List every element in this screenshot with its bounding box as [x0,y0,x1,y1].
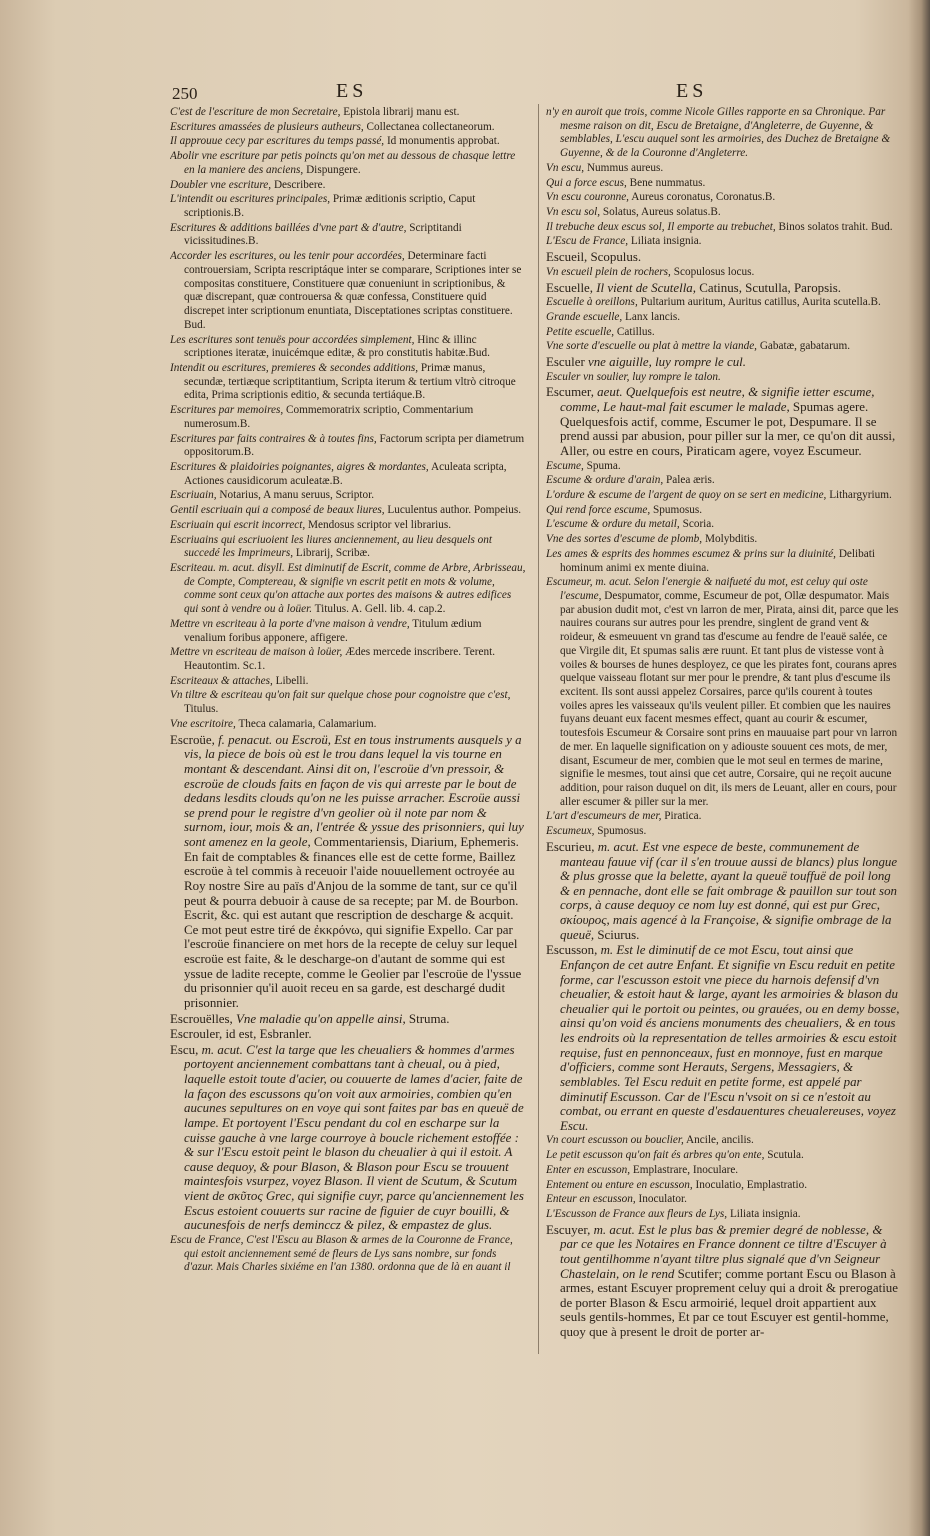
dictionary-entry [546,548,902,575]
entry-latin-text: Struma. [408,1010,450,1026]
entry-latin-text: Determinare facti controuersiam, Scripta rescriptáque inter se comparare, Scriptiones inter se compositas constituere, Constituere quæ conueniunt in scriptionibus, & quæ discrepant, quæ controuersa & quæ confessa, Constituere quid discrepet inter scriptionum enuntiata, Disceptationes scriptas constituere. Bud. [184,250,522,331]
dictionary-entry [546,281,902,296]
entry-latin-text: Bene nummatus. [629,176,706,189]
entry-french-text: L'art d'escumeurs de mer, [546,810,662,823]
entry-headword: Escrouler, [170,1026,223,1042]
dictionary-entry [170,489,526,503]
dictionary-entry [170,461,526,488]
entry-latin-text: Scutifer; comme portant Escu ou Blason à armes, estant Escuyer proprement celuy qui a droit & prerogatiue de porter Blason & Escu armoirié, lequel droit appartient aux seuls gentils-hommes, Et par ce tout Escuyer est gentil-homme, quoy que à present le droit de porter ar- [560,1265,899,1340]
entry-french-text: Vn escu, [546,161,585,174]
entry-headword: Escusson, [546,942,598,958]
entry-latin-text: Pultarium auritum, Auritus catillus, Aurita scutella.B. [640,296,881,309]
dictionary-entry [170,106,526,120]
entry-french-text: L'intendit ou escritures principales, [170,193,331,206]
entry-french-text: Il approuue cecy par escritures du temps passé, [170,135,385,148]
dictionary-entry [546,1134,902,1148]
dictionary-entry [170,504,526,518]
dictionary-entry [170,1043,526,1233]
entry-latin-text: Scutula. [767,1149,804,1162]
entry-latin-text: Luculentus author. Pompeius. [387,504,522,517]
entry-french-text: f. penacut. ou Escroü, Est en tous instruments ausquels y a vis, la piece de bois où est le trou dans lequel la vis tourne en montant & descendant. Ainsi dit on, l'escroüe d'vn pressoir, & escroüe de clouds faits en façon de vis qui arreste par le bout de dedans lesdits clouds qu'on ne les puisse arracher. Escroüe aussi se prend pour le registre d'vn geolier où il note par nom & surnom, iour, mois & an, l'entrée & yssue des prisonniers, qui luy sont amenez en la geole, [184,731,524,849]
dictionary-entry [546,533,902,547]
page-edge-shadow [908,0,930,1536]
dictionary-entry [170,689,526,716]
entry-french-text: m. acut. Est vne espece de beste, communement de manteau fauue vif (car il s'en trouue aussi de blancs) plus longue & plus grosse que la belette, ayant la queuë touffuë de poil long & en pennache, dont elle se fait ombrage & pauillon sur tout son corps, à cause dequoy ce nom luy est donné, qui est pur Grec, σκίουρος, mais agencé à la Françoise, & signifie ombrage de la queuë, [560,838,898,942]
entry-french-text: m. acut. Est le plus bas & premier degré de noblesse, & par ce que les Notaires en France donnent ce tiltre d'Escuyer à tout gentilhomme n'ayant tiltre plus signalé que d'vn Seigneur Chastelain, on le rend [560,1221,887,1281]
dictionary-entry [546,489,902,503]
entry-french-text: Intendit ou escritures, premieres & secondes additions, [170,361,419,374]
entry-french-text: Escritures & plaidoiries poignantes, aigres & mordantes, [170,460,429,473]
entry-french-text: L'Escusson de France aux fleurs de Lys, [546,1208,728,1220]
entry-french-text: Vne maladie qu'on appelle ainsi, [236,1010,406,1026]
entry-latin-text: Scopulus. [590,249,642,265]
entry-latin-text: Inoculatio, Emplastratio. [695,1178,808,1191]
dictionary-entry [546,840,902,942]
entry-french-text: Vn tiltre & escriteau qu'on fait sur quelque chose pour cognoistre que c'est, [170,689,511,702]
entry-latin-text: Titulum ædium venalium foribus apponere, affigere. [184,617,482,644]
dictionary-entry [170,646,526,673]
entry-headword: Escrouëlles, [170,1010,233,1026]
page-number: 250 [172,84,198,103]
entry-latin-text: Epistola librarij manu est. [343,106,460,118]
entry-latin-text: Despumator, comme, Escumeur de pot, Ollæ despumator. Mais par abusion dudit mot, c'est vn larron de mer, Pirata, ainsi dit, parce que les nauires courans sur autres pour les prendre, singlent de grand vent & roideur, & esmeuuent vn grand tas d'escume au fendre de l'eauë salée, ce que Virgile dit, Et spumas salis ære ruunt. Et tant plus de vistesse vont à voiles & bourses de hunes desployez, ce que les pirates font, courans apres quelque vaisseau flotant sur mer pour le prendre, & tant plus d'escume ils excitent. Ils sont aussi appelez Corsaires, parce qu'ils courent à toutes voiles apres les vaisseaux qu'ils veulent piller. Et combien que les nauires fuyans deuant eux facent mesmes effect, quant au courir & escumer, toutesfois Escumeur & Corsaire sont prins en mauuaise part pour vn larron de mer. En laquelle signification on y adiouste souuent ces mots, de mer, disant, Escumeur de mer, combien que le mot seul en termes de marine, signifie le mesmes, tout ainsi que cet autre, Corsaire, qui ne reçoit aucune addition, pour raison duquel on dit, ils mers de Leuant, aller en cours, pour aller escumer & piller sur la mer. [560,589,899,808]
dictionary-entry [546,371,902,385]
entry-latin-text: Spumosus. [597,825,647,838]
entry-latin-text: Libelli. [275,674,309,687]
entry-french-text: Mettre vn escriteau de maison à loüer, [170,646,343,659]
entry-french-text: Escuelle à oreillons, [546,296,638,309]
dictionary-entry [170,121,526,135]
entry-french-text: L'Escu de France, [546,235,629,248]
dictionary-entry [546,106,902,161]
entry-latin-text: Titulus. A. Gell. lib. 4. cap.2. [314,603,446,616]
dictionary-entry [170,618,526,645]
entry-french-text: Vne sorte d'escuelle ou plat à mettre la viande, [546,340,757,353]
entry-french-text: Escritures par memoires, [170,404,284,417]
entry-french-text: Escriuains qui escriuoient les liures anciennement, au lieu desquels ont succedé les Imprimeurs, [170,533,493,560]
entry-latin-text: Notarius, A manu seruus, Scriptor. [219,489,375,502]
dictionary-entry [170,1234,526,1275]
entry-latin-text: Commentariensis, Diarium, Ephemeris. En fait de comptables & finances elle est de cette forme, Baillez escroüe à tel commis à receuoir l'aide nouuellement octroyée au Roy nostre Sire au païs d'Anjou de la somme de tant, sur ce qu'il peut & pourra debuoir à cause de sa recepte; par M. de Bourbon. Escrit, &c. qui est autant que rescription de descharge & acquit. Ce mot peut estre tiré de ἐκκρόνω, qui signifie Expello. Car par l'escroüe financiere on met hors de la recepte de celuy sur lequel escroüe est faite, & le descharge-on d'autant de somme qui est yssue de ladite recepte, comme le Geolier par l'escroüe de l'yssue du prisonnier qu'il auoit receu en sa garde, est deschargé dudit prisonnier. [184,834,522,1010]
entry-latin-text: Dispungere. [306,163,361,176]
entry-latin-text: Catillus. [616,325,655,338]
entry-latin-text: Liliata insignia. [630,235,702,248]
right-column [546,106,902,1376]
entry-latin-text: Sciurus. [597,926,640,942]
dictionary-entry [546,250,902,265]
dictionary-entry [170,362,526,403]
entry-french-text: Entement ou enture en escusson, [546,1178,693,1191]
entry-french-text: Escriuain qui escrit incorrect, [170,518,306,531]
entry-french-text: L'ordure & escume de l'argent de quoy on se sert en medicine, [546,488,827,501]
dictionary-entry [546,810,902,824]
entry-latin-text: Titulus. [184,703,219,716]
entry-headword: Escuyer, [546,1221,591,1237]
entry-latin-text: Id monumentis approbat. [386,135,500,148]
entry-latin-text: Aculeata scripta, Actiones causidicorum aculeatæ.B. [184,460,507,487]
dictionary-entry [546,355,902,370]
entry-latin-text: Ancile, ancilis. [686,1134,754,1147]
entry-french-text: Escriteaux & attaches, [170,674,273,687]
dictionary-entry [546,235,902,249]
dictionary-entry [170,675,526,689]
entry-french-text: Escritures amassées de plusieurs autheurs, [170,120,364,133]
dictionary-entry [546,340,902,354]
entry-french-text: Esculer vn soulier, luy rompre le talon. [546,370,721,383]
entry-latin-text: Lanx lancis. [625,310,681,323]
dictionary-entry [546,162,902,176]
entry-french-text: Enteur en escusson, [546,1193,636,1206]
entry-latin-text: Scopulosus locus. [673,265,755,278]
entry-latin-text: Scoria. [682,518,715,531]
entry-latin-text: Nummus aureus. [586,161,664,174]
entry-latin-text: Liliata insignia. [729,1208,801,1220]
entry-latin-text: Librarij, Scribæ. [295,547,370,560]
entry-latin-text: Palea æris. [666,474,715,487]
entry-latin-text: Solatus, Aureus solatus.B. [602,206,721,219]
entry-latin-text: Emplastrare, Inoculare. [632,1163,739,1176]
entry-french-text: aeut. Quelquefois est neutre, & signifie ietter escume, comme, Le haut-mal fait escumer le malade, [560,384,875,414]
entry-french-text: n'y en auroit que trois, comme Nicole Gilles rapporte en sa Chronique. Par mesme raison on dit, Escu de Bretaigne, d'Angleterre, de Guyenne, & semblables, L'escu auquel sont les armoiries, des Duchez de Bretaigne & Guyenne, & de la Couronne d'Angleterre. [546,106,891,160]
entry-french-text: Abolir vne escriture par petis poincts qu'on met au dessous de chasque lettre en la maniere des anciens, [170,150,516,176]
dictionary-entry [170,250,526,332]
entry-latin-text: Describere. [273,178,326,191]
entry-french-text: Escumeur, m. acut. Selon l'energie & naifueté du mot, est celuy qui oste l'escume, [546,576,868,602]
entry-french-text: vne aiguille, luy rompre le cul. [587,354,746,370]
dictionary-entry [546,460,902,474]
running-head-right: ES [676,80,708,102]
dictionary-entry [546,1164,902,1178]
entry-french-text: Doubler vne escriture, [170,178,272,191]
entry-latin-text: id est, Esbranler. [225,1026,312,1042]
entry-french-text: Escriuain, [170,489,217,502]
entry-french-text: Escritures par faits contraires & à toutes fins, [170,432,377,445]
dictionary-entry [546,1149,902,1163]
dictionary-entry [546,1208,902,1222]
entry-french-text: Gentil escriuain qui a composé de beaux liures, [170,504,385,517]
dictionary-entry [546,311,902,325]
dictionary-entry [546,1179,902,1193]
dictionary-entry [170,718,526,732]
dictionary-entry [170,179,526,193]
entry-latin-text: Piratica. [664,810,702,823]
dictionary-entry [546,825,902,839]
entry-french-text: C'est de l'escriture de mon Secretaire, [170,106,341,118]
entry-french-text: Vn court escusson ou bouclier, [546,1134,684,1147]
dictionary-entry [546,221,902,235]
dictionary-entry [170,519,526,533]
entry-latin-text: Lithargyrium. [829,488,892,501]
entry-latin-text: Spumosus. [652,503,703,516]
dictionary-entry [170,562,526,617]
entry-french-text: Les ames & esprits des hommes escumez & prins sur la diuinité, [546,547,836,560]
entry-latin-text: Scriptitandi vicissitudines.B. [184,221,462,248]
entry-french-text: Mettre vn escriteau à la porte d'vne maison à vendre, [170,617,410,630]
dictionary-entry [170,433,526,460]
entry-french-text: Il trebuche deux escus sol, Il emporte au trebuchet, [546,220,776,233]
entry-french-text: Grande escuelle, [546,310,623,323]
entry-latin-text: Aureus coronatus, Coronatus.B. [631,191,776,204]
entry-headword: Escurieu, [546,838,595,854]
dictionary-entry [546,385,902,458]
entry-latin-text: Ædes mercede inscribere. Terent. Heautontim. Sc.1. [184,646,496,673]
entry-french-text: Vn escu sol, [546,206,601,219]
entry-french-text: Qui rend force escume, [546,503,651,516]
entry-french-text: Vne escritoire, [170,717,236,730]
entry-french-text: Vne des sortes d'escume de plomb, [546,533,703,546]
entry-french-text: Escume, [546,459,584,472]
dictionary-entry [546,296,902,310]
entry-french-text: m. acut. C'est la targe que les cheualiers & hommes d'armes portoyent anciennement combattans tant à cheual, ou à pied, laquelle estoit toute d'acier, ou couuerte de lames d'acier, faite de la façon des escussons qu'on voit aux armoiries, combien qu'en aucunes sepultures on en voye qui sont faites par bas en queuë de lampe. Et portoyent l'Escu pendant du col en escharpe sur la cuisse gauche à vne large courroye à boucle richement estoffée : & sur l'Escu estoit peint le blason du cheualier à qui il estoit. A cause dequoy, & pour Blason, & Blason pour Escu se trouuent maintesfois vsurpez, voyez Blason. Il vient de Scutum, & Scutum vient de σκῦτος Grec, qui signifie cuyr, parce qu'anciennement les Escus estoient couuerts sur racine de figuier de cuyr bouilli, & aucunesfois de nerfs deminccz & pilez, & empastez de glus. [184,1041,524,1233]
entry-latin-text: Binos solatos trahit. Bud. [778,220,893,233]
entry-french-text: Le petit escusson qu'on fait és arbres qu'on ente, [546,1149,765,1162]
entry-latin-text: Primæ æditionis scriptio, Caput scriptionis.B. [184,193,476,220]
dictionary-entry [170,334,526,361]
dictionary-entry [546,1223,902,1340]
dictionary-entry [546,474,902,488]
entry-latin-text: Delibati hominum animi ex mente diuina. [560,547,876,574]
dictionary-entry [170,150,526,177]
dictionary-entry [546,1193,902,1207]
entry-french-text: Escriteau. m. acut. disyll. Est diminutif de Escrit, comme de Arbre, Arbrisseau, de Compte, Comptereau, & signifie vn escrit petit en mots & volume, comme sont ceux qu'on attache aux portes des maisons & autres edifices qui sont à vendre ou à loüer. [170,562,526,616]
entry-headword: Escueil, [546,249,588,265]
entry-french-text: Escu de France, C'est l'Escu au Blason & armes de la Couronne de France, qui estoit anciennement semé de fleurs de Lys sans nombre, sur fonds d'azur. Mais Charles sixiéme en l'an 1380. ordonna que de là en auant il [170,1233,513,1274]
entry-latin-text: Commemoratrix scriptio, Commentarium numerosum.B. [184,404,474,430]
left-column [170,106,526,1376]
entry-french-text: m. Est le diminutif de ce mot Escu, tout ainsi que Enfançon de cet autre Enfant. Et signifie vn Escu reduit en petite forme, car l'escusson estoit vne piece du harnois defensif d'vn cheualier, & estoit haut & large, ayant les armoiries & blason du cheualier qui le portoit ou peintes, ou grauées, ou en demy bosse, ainsi qu'on void és anciens monuments des cheualiers, & en tous les endroits où la representation de telles armoiries & escu estoit requise, fust en pennonceaux, fust en monnoye, fust en marque d'officiers, comme sont Herauts, Sergens, Messagiers, & semblables. Tel Escu reduit en petite forme, est appelé par diminutif Escusson. Car de l'Escu n'vsoit on si ce n'estoit au combat, ou errant en queste d'esdauentures cheualereuses, voyez Escu. [560,942,900,1133]
entry-latin-text: Theca calamaria, Calamarium. [238,717,377,730]
dictionary-entry [546,177,902,191]
entry-latin-text: Spumas agere. Quelquesfois actif, comme, Escumer le pot, Despumare. Il se prend aussi par abusion, pour piller sur la mer, ce qu'on dit aussi, Aller, ou estre en cours, Piraticam agere, voyez Escumeur. [560,399,896,458]
dictionary-entry [170,135,526,149]
dictionary-entry [170,1027,526,1042]
entry-french-text: L'escume & ordure du metail, [546,518,680,531]
entry-french-text: Enter en escusson, [546,1163,631,1176]
entry-headword: Escumer, [546,384,594,400]
dictionary-entry [546,576,902,809]
dictionary-entry [170,534,526,561]
entry-french-text: Les escritures sont tenuës pour accordées simplement, [170,333,415,346]
entry-latin-text: Spuma. [586,459,621,472]
entry-headword: Escroüe, [170,731,215,747]
entry-latin-text: Catinus, Scutulla, Paropsis. [699,279,841,295]
entry-headword: Esculer [546,354,585,370]
entry-latin-text: Hinc & illinc scriptiones iteratæ, inuicémque editæ, & pro constitutis habitæ.Bud. [184,333,490,360]
dictionary-entry [170,193,526,220]
entry-latin-text: Collectanea collectaneorum. [366,120,495,133]
entry-french-text: Escritures & additions baillées d'vne part & d'autre, [170,221,407,234]
entry-latin-text: Gabatæ, gabatarum. [759,340,851,353]
dictionary-entry [546,206,902,220]
dictionary-entry [170,404,526,431]
dictionary-entry [170,733,526,1011]
entry-french-text: Escumeux, [546,825,595,838]
entry-french-text: Il vient de Scutella, [596,279,696,295]
entry-french-text: Accorder les escritures, ou les tenir pour accordées, [170,250,405,263]
dictionary-entry [546,943,902,1133]
dictionary-entry [546,504,902,518]
entry-latin-text: Primæ manus, secundæ, tertiæque scriptitantium, Scripta iterum & tertium vltrò citroque edita, Prima scriptionis editio, & secunda tertiáque.B. [184,361,516,402]
entry-headword: Escu, [170,1041,199,1057]
dictionary-entry [170,1012,526,1027]
entry-french-text: Qui a force escus, [546,176,627,189]
entry-french-text: Petite escuelle, [546,325,615,338]
entry-french-text: Vn escueil plein de rochers, [546,265,671,278]
running-head-left: ES [336,80,368,102]
entry-latin-text: Factorum scripta per diametrum oppositorum.B. [184,432,525,459]
dictionary-entry [546,191,902,205]
dictionary-entry [546,518,902,532]
entry-headword: Escuelle, [546,279,593,295]
column-divider [538,104,539,1354]
entry-french-text: Escume & ordure d'arain, [546,474,664,487]
entry-french-text: Vn escu couronne, [546,191,629,204]
dictionary-entry [546,326,902,340]
entry-latin-text: Mendosus scriptor vel librarius. [308,518,452,531]
dictionary-entry [546,266,902,280]
entry-latin-text: Inoculator. [638,1193,687,1206]
entry-latin-text: Molybditis. [704,533,758,546]
dictionary-entry [170,222,526,249]
